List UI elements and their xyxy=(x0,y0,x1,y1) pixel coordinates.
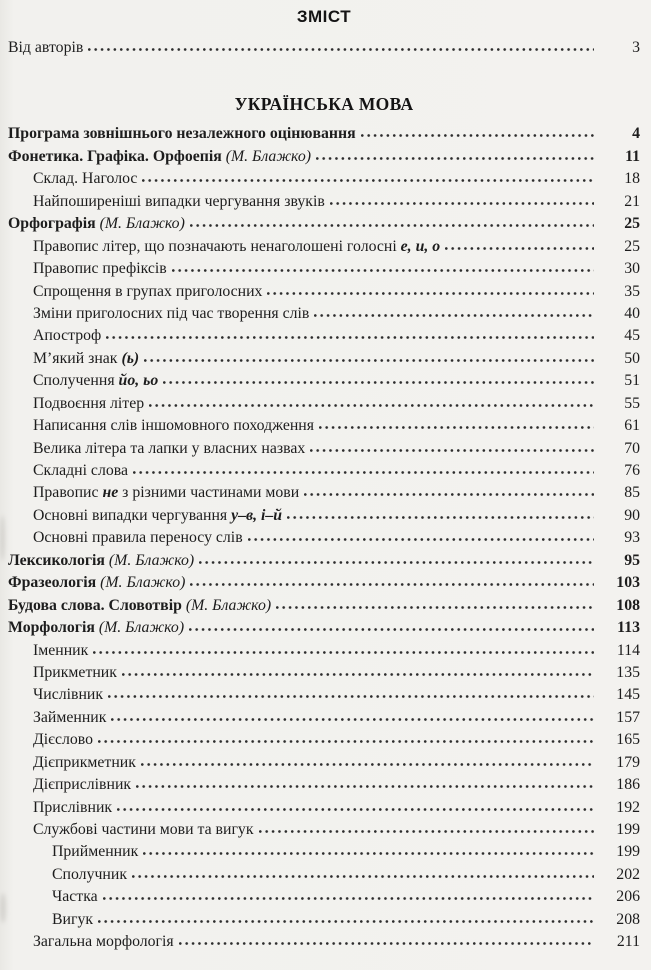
entry-label xyxy=(8,123,356,145)
entry-label xyxy=(33,729,93,751)
dot-leader xyxy=(330,201,594,206)
entry-text-segment: Фонетика. Графіка. Орфоепія xyxy=(8,147,226,165)
toc-entry xyxy=(8,168,640,190)
dot-leader xyxy=(287,515,594,520)
entry-label xyxy=(33,438,305,460)
toc-entry xyxy=(8,438,640,460)
toc-entry xyxy=(8,595,640,617)
dot-leader xyxy=(276,605,594,610)
dot-leader xyxy=(106,335,594,340)
page-number: 145 xyxy=(616,686,640,704)
page-number: 199 xyxy=(616,843,640,861)
page-number: 3 xyxy=(632,39,640,56)
page-number: 192 xyxy=(616,798,640,816)
dot-leader xyxy=(304,492,594,497)
entry-text-segment: Найпоширеніші випадки чергування звуків xyxy=(33,192,325,210)
page-number: 61 xyxy=(624,417,640,435)
dot-leader xyxy=(319,425,594,430)
entry-text-segment: Прислівник xyxy=(33,798,113,816)
entry-label xyxy=(33,640,88,662)
entry-text-segment: Прикметник xyxy=(33,663,117,681)
toc-entry xyxy=(8,281,640,303)
entry-text-segment: Спрощення в групах приголосних xyxy=(33,282,263,300)
dot-leader xyxy=(190,582,594,587)
page-number: 45 xyxy=(624,327,640,345)
scan-smudge xyxy=(0,893,6,923)
entry-label xyxy=(33,303,309,325)
entry-text-segment: е, и, о xyxy=(400,237,441,255)
entry-label xyxy=(52,886,98,908)
page-number: 113 xyxy=(617,619,640,637)
page-number: 40 xyxy=(624,304,640,322)
toc-entry xyxy=(8,841,640,863)
toc-entry xyxy=(8,236,640,258)
entry-label xyxy=(8,595,271,617)
dot-leader xyxy=(142,178,594,183)
entry-label xyxy=(33,168,137,190)
entry-text-segment: Дієслово xyxy=(33,731,93,749)
dot-leader xyxy=(248,537,594,542)
dot-leader xyxy=(111,717,594,722)
toc-entry xyxy=(8,527,640,549)
page-number: 25 xyxy=(624,237,640,255)
intro-entries xyxy=(8,37,640,59)
toc-entry xyxy=(8,931,640,953)
dot-leader xyxy=(179,941,594,946)
page-number: 76 xyxy=(624,462,640,479)
entry-label xyxy=(8,213,185,235)
entry-text-segment: Дієприслівник xyxy=(33,776,132,794)
dot-leader xyxy=(136,784,594,789)
entry-text-segment: (М. Блажко) xyxy=(185,596,272,614)
entry-text-segment: Морфологія xyxy=(8,619,99,637)
entry-text-segment: Правопис літер, що позначають ненаголошені голосні xyxy=(33,237,401,255)
page-number: 85 xyxy=(624,484,640,502)
dot-leader xyxy=(93,650,594,655)
page-number: 114 xyxy=(616,641,640,659)
entry-label xyxy=(33,191,325,213)
entry-text-segment: Сполучення xyxy=(33,372,119,390)
page-title: ЗМІСТ xyxy=(296,7,352,26)
page-number: 211 xyxy=(616,933,640,951)
toc-entry xyxy=(8,258,640,280)
dot-leader xyxy=(88,47,594,52)
toc-entry xyxy=(8,617,640,639)
entry-text-segment: Основні правила переносу слів xyxy=(33,529,243,547)
toc-entry xyxy=(8,797,640,819)
toc-entry xyxy=(8,460,640,482)
toc-entry xyxy=(8,729,640,751)
toc-entry xyxy=(8,415,640,437)
entry-text-segment: (М. Блажко) xyxy=(99,215,185,233)
toc-entry xyxy=(8,662,640,684)
entry-label xyxy=(8,146,311,168)
dot-leader xyxy=(189,627,594,632)
toc-entry xyxy=(8,123,640,145)
toc-entry xyxy=(8,191,640,213)
entry-label xyxy=(8,37,83,59)
entry-text-segment: Орфографія xyxy=(8,215,100,233)
toc-entry xyxy=(8,774,640,796)
entry-label xyxy=(33,258,167,280)
entry-text-segment: Займенник xyxy=(33,708,107,726)
toc-entry xyxy=(8,640,640,662)
entry-label xyxy=(52,864,127,886)
entry-label xyxy=(33,460,128,482)
dot-leader xyxy=(132,874,594,879)
dot-leader xyxy=(361,133,594,138)
toc-entry xyxy=(8,325,640,347)
dot-leader xyxy=(310,448,594,453)
entry-label xyxy=(33,236,440,258)
page-number: 50 xyxy=(624,349,640,367)
entry-label xyxy=(33,505,282,527)
entry-label xyxy=(8,550,194,572)
entry-text-segment: Загальна морфологія xyxy=(33,933,174,951)
entry-label xyxy=(52,909,93,931)
entry-label xyxy=(33,348,139,370)
toc-entry xyxy=(8,752,640,774)
entry-label xyxy=(33,797,112,819)
entry-text-segment: (ь) xyxy=(121,349,140,367)
entry-text-segment: Зміни приголосних під час творення слів xyxy=(33,304,310,322)
page-number: 51 xyxy=(624,372,640,390)
dot-leader xyxy=(267,291,594,296)
toc-entry xyxy=(8,146,640,168)
entry-label xyxy=(33,819,254,841)
dot-leader xyxy=(172,268,594,273)
entry-label xyxy=(8,572,185,594)
dot-leader xyxy=(190,223,594,228)
toc-entry xyxy=(8,684,640,706)
entry-text-segment: Дієприкметник xyxy=(33,753,136,771)
entry-text-segment: Апостроф xyxy=(33,327,102,345)
entry-label xyxy=(8,617,184,639)
page-number: 35 xyxy=(624,282,640,300)
dot-leader xyxy=(144,358,594,363)
dot-leader xyxy=(108,694,594,699)
toc-entry xyxy=(8,348,640,370)
toc-entry xyxy=(8,819,640,841)
dot-leader xyxy=(143,851,594,856)
entry-text-segment: Правопис префіксів xyxy=(33,260,167,278)
page-number: 30 xyxy=(624,260,640,278)
entry-text-segment: Написання слів іншомовного походження xyxy=(33,417,315,435)
page-number: 70 xyxy=(624,439,640,457)
entry-label xyxy=(33,774,131,796)
page-number: 4 xyxy=(632,125,640,143)
toc-entry xyxy=(8,505,640,527)
page-number: 18 xyxy=(624,170,640,188)
section-heading: УКРАЇНСЬКА МОВА xyxy=(234,94,414,115)
page-number: 202 xyxy=(616,865,640,883)
toc-entry xyxy=(8,393,640,415)
page-number: 157 xyxy=(616,708,640,726)
entry-label xyxy=(33,527,243,549)
page-number: 135 xyxy=(616,663,640,681)
dot-leader xyxy=(103,896,594,901)
dot-leader xyxy=(141,762,594,767)
entry-label xyxy=(33,752,136,774)
entry-text-segment: Велика літера та лапки у власних назвах xyxy=(33,439,306,457)
entry-text-segment: йо, ьо xyxy=(118,372,159,390)
entry-label xyxy=(33,482,299,504)
page-number: 25 xyxy=(624,215,640,233)
entry-text-segment: (М. Блажко) xyxy=(100,574,186,592)
toc-entry xyxy=(8,707,640,729)
page-number: 208 xyxy=(616,910,640,928)
toc-entry xyxy=(8,909,640,931)
entry-text-segment: Лексикологія xyxy=(8,551,109,569)
page-number: 55 xyxy=(624,394,640,412)
entry-text-segment: Склад. Наголос xyxy=(33,170,138,188)
toc-entry xyxy=(8,482,640,504)
entry-text-segment: Іменник xyxy=(33,641,89,659)
entry-text-segment: Числівник xyxy=(33,686,104,704)
scan-smudge xyxy=(0,515,5,561)
dot-leader xyxy=(149,403,594,408)
entry-text-segment: у–в, і–й xyxy=(231,506,283,524)
toc-entry xyxy=(8,37,640,59)
entry-text-segment: Будова слова. Словотвір xyxy=(8,596,186,614)
page-number: 90 xyxy=(624,506,640,524)
entry-text-segment: Прийменник xyxy=(52,843,139,861)
toc-entry xyxy=(8,886,640,908)
entry-label xyxy=(33,415,314,437)
entry-text-segment: (М. Блажко) xyxy=(98,619,185,637)
entry-label xyxy=(33,684,103,706)
entry-text-segment: Подвоєння літер xyxy=(33,394,145,412)
page-number: 93 xyxy=(624,529,640,547)
page-number: 103 xyxy=(616,574,640,592)
dot-leader xyxy=(445,246,594,251)
entry-text-segment: (М. Блажко) xyxy=(225,147,311,165)
page-number: 11 xyxy=(625,147,640,165)
entry-label xyxy=(33,325,101,347)
entry-label xyxy=(33,662,117,684)
entry-text-segment: не xyxy=(102,484,119,502)
entry-text-segment: Від авторів xyxy=(8,39,84,56)
dot-leader xyxy=(163,380,594,385)
page-number: 165 xyxy=(616,731,640,749)
entry-label xyxy=(33,281,262,303)
page-number: 199 xyxy=(616,821,640,838)
entry-label xyxy=(52,841,138,863)
page-number: 179 xyxy=(616,753,640,771)
entry-text-segment: Основні випадки чергування xyxy=(33,506,232,524)
toc-entry xyxy=(8,864,640,886)
page-number: 186 xyxy=(616,776,640,794)
entry-label xyxy=(33,393,144,415)
dot-leader xyxy=(98,739,594,744)
page-number: 108 xyxy=(616,596,640,614)
toc-entries xyxy=(8,123,640,953)
page-number: 206 xyxy=(616,888,640,906)
entry-text-segment: (М. Блажко) xyxy=(108,551,195,569)
entry-text-segment: Фразеологія xyxy=(8,574,101,592)
entry-text-segment: Частка xyxy=(52,888,98,906)
toc-entry xyxy=(8,303,640,325)
toc-entry xyxy=(8,550,640,572)
toc-entry xyxy=(8,572,640,594)
entry-label xyxy=(33,707,106,729)
entry-text-segment: Правопис xyxy=(33,484,103,502)
entry-text-segment: Програма зовнішнього незалежного оцінювання xyxy=(8,125,356,143)
dot-leader xyxy=(259,829,594,834)
entry-text-segment: з різними частинами мови xyxy=(118,484,300,502)
entry-label xyxy=(33,370,158,392)
toc-entry xyxy=(8,213,640,235)
dot-leader xyxy=(199,560,594,565)
dot-leader xyxy=(316,156,594,161)
dot-leader xyxy=(314,313,594,318)
dot-leader xyxy=(117,807,594,812)
entry-text-segment: Вигук xyxy=(52,910,94,928)
entry-label xyxy=(33,931,174,953)
entry-text-segment: Сполучник xyxy=(52,865,127,883)
page-number: 95 xyxy=(624,551,640,569)
entry-text-segment: Службові частини мови та вигук xyxy=(33,821,254,838)
entry-text-segment: М’який знак xyxy=(33,349,122,367)
dot-leader xyxy=(122,672,594,677)
toc-entry xyxy=(8,370,640,392)
page-number: 21 xyxy=(624,192,640,210)
dot-leader xyxy=(133,470,594,475)
dot-leader xyxy=(98,919,594,924)
entry-text-segment: Складні слова xyxy=(33,462,128,479)
